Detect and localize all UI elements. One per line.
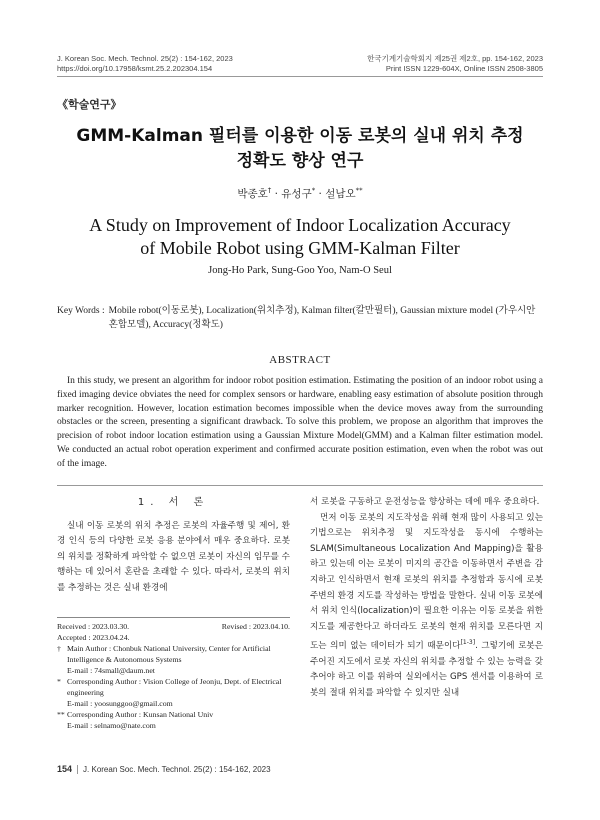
keywords bbox=[57, 304, 543, 332]
abstract-text: In this study, we present an algorithm for indoor robot position estimation. Estimating the position of an indoor robot using a fixed imaging device obviates the need for complex sensors or hardware, enabling easy estimation of absolute position through marker recognition. However, location estimation becomes impossible when the device moves away from the surrounding obstacles or the screen, presenting a significant drawback. To solve this problem, we propose an algorithm that improves the precision of robot indoor location estimation using a Gaussian Mixture Model(GMM) and a Kalman filter estimation model. We conducted an actual robot operation experiment and confirmed accurate position estimation, even when the robot was out of the image. bbox=[57, 376, 543, 469]
corresponding-author-2-affiliation: Corresponding Author : Kunsan National Univ bbox=[67, 710, 214, 719]
title-korean-line2: 정확도 향상 연구 bbox=[236, 151, 364, 171]
footer-journal: J. Korean Soc. Mech. Technol. 25(2) : 154-162, 2023 bbox=[83, 765, 271, 774]
corresponding-author-1-note bbox=[57, 676, 290, 698]
doi-link[interactable]: https://doi.org/10.17958/ksmt.25.2.202304.154 bbox=[57, 64, 213, 73]
authors-english: Jong-Ho Park, Sung-Goo Yoo, Nam-O Seul bbox=[208, 265, 392, 276]
main-author-affiliation: Main Author : Chonbuk National University, Center for Artificial Intelligence & Autonomous Systems bbox=[67, 644, 271, 664]
author-sep: · bbox=[315, 188, 326, 200]
received-date: Received : 2023.03.30. bbox=[57, 622, 130, 631]
page-number: 154 bbox=[57, 764, 73, 774]
section-title: 1. 서 론 bbox=[137, 497, 210, 508]
left-column bbox=[57, 495, 290, 597]
author-sep: · bbox=[271, 188, 282, 200]
main-author-email: E-mail : 74small@daum.net bbox=[67, 666, 155, 675]
title-korean-line1: GMM-Kalman 필터를 이용한 이동 로봇의 실내 위치 추정 bbox=[76, 126, 524, 146]
title-english-line2: of Mobile Robot using GMM-Kalman Filter bbox=[140, 238, 460, 258]
corresponding-author-2-email: E-mail : selnamo@nate.com bbox=[67, 721, 156, 730]
authors-korean bbox=[0, 186, 600, 201]
accepted-date: Accepted : 2023.04.24. bbox=[57, 633, 130, 642]
footnotes bbox=[57, 617, 290, 731]
header-divider bbox=[57, 76, 543, 77]
keywords-list: Mobile robot(이동로봇), Localization(위치추정), Kalman filter(칼만필터), Gaussian mixture model (가우시안 혼합모델), Accuracy(정확도) bbox=[108, 306, 536, 330]
main-author-note bbox=[57, 643, 290, 665]
author-3: 설남오 bbox=[325, 188, 356, 200]
revised-date: Revised : 2023.04.10. bbox=[221, 622, 290, 631]
footer-divider bbox=[77, 765, 78, 774]
article-category: 《학술연구》 bbox=[57, 98, 122, 111]
asterisk-mark: * bbox=[57, 677, 61, 686]
author-2: 유성구 bbox=[281, 188, 312, 200]
author-2-mark: * bbox=[311, 186, 316, 195]
slam-paragraph-text: 먼저 이동 로봇의 지도작성을 위해 현재 많이 사용되고 있는 기법으로는 위치추정 및 지도작성을 동시에 수행하는 SLAM(Simultaneous Localization And Mapping)을 활용하고 있는데 이는 로봇이 미지의 공간을 이동하면서 주변을 감지하고 인식하면서 현재 로봇의 위치를 추정함과 동시에 로봇 주변의 환경 지도를 작성하는 방법을 말한다. 실내 이동 로봇에서 위치 인식(localization)이 필요한 이유는 이동 로봇을 위한 지도를 제공한다고 하더라도 로봇의 현재 위치를 모른다면 지도는 의미 없는 데이터가 되기 때문이다 bbox=[310, 512, 543, 652]
slam-paragraph-cont: . 그렇기에 로봇은 주어진 지도에서 로봇 자신의 위치를 추정할 수 있는 능력을 갖추어야 하고 이를 위하여 실외에서는 GPS 센서를 이용하여 로봇의 절대 위치를 파악할 수 있지만 실내 bbox=[310, 641, 544, 698]
journal-citation: J. Korean Soc. Mech. Technol. 25(2) : 154-162, 2023 bbox=[57, 54, 233, 63]
title-english bbox=[40, 214, 560, 260]
corresponding-author-1-affiliation: Corresponding Author : Vision College of Jeonju, Dept. of Electrical engineering bbox=[67, 677, 282, 697]
running-header-right bbox=[367, 54, 543, 74]
received-row bbox=[57, 621, 290, 632]
journal-citation-ko: 한국기계기술학회지 제25권 제2호, pp. 154-162, 2023 bbox=[367, 54, 543, 63]
dagger-mark: † bbox=[57, 644, 61, 653]
author-3-mark: ** bbox=[355, 186, 363, 195]
title-korean bbox=[40, 124, 560, 174]
abstract-divider bbox=[57, 485, 543, 486]
abstract-title: ABSTRACT bbox=[269, 354, 331, 366]
double-asterisk-mark: ** bbox=[57, 710, 65, 719]
corresponding-author-2-note bbox=[57, 709, 290, 720]
continued-paragraph: 서 로봇을 구동하고 운전성능을 향상하는 데에 매우 중요하다. bbox=[310, 497, 540, 507]
issn: Print ISSN 1229-604X, Online ISSN 2508-3805 bbox=[385, 64, 543, 73]
running-header-left bbox=[57, 54, 233, 74]
keywords-label: Key Words : bbox=[57, 306, 105, 316]
right-column bbox=[310, 495, 543, 702]
author-1: 박종호 bbox=[237, 188, 268, 200]
page-footer bbox=[57, 764, 271, 774]
citation-ref: [1-3] bbox=[460, 639, 476, 647]
title-english-line1: A Study on Improvement of Indoor Localization Accuracy bbox=[89, 215, 511, 235]
intro-paragraph: 실내 이동 로봇의 위치 추정은 로봇의 자율주행 및 제어, 환경 인식 등의 다양한 로봇 응용 분야에서 매우 중요하다. 로봇의 위치를 정확하게 파악할 수 없으면 로봇이 자신의 임무를 수행하는 데 있어서 혼란을 초래할 수 있다. 따라서, 로봇의 위치를 추정하는 것은 실내 환경에 bbox=[57, 520, 290, 593]
author-1-mark: † bbox=[267, 186, 272, 195]
corresponding-author-1-email: E-mail : yoosunggoo@gmail.com bbox=[67, 699, 173, 708]
slam-paragraph bbox=[310, 511, 543, 702]
